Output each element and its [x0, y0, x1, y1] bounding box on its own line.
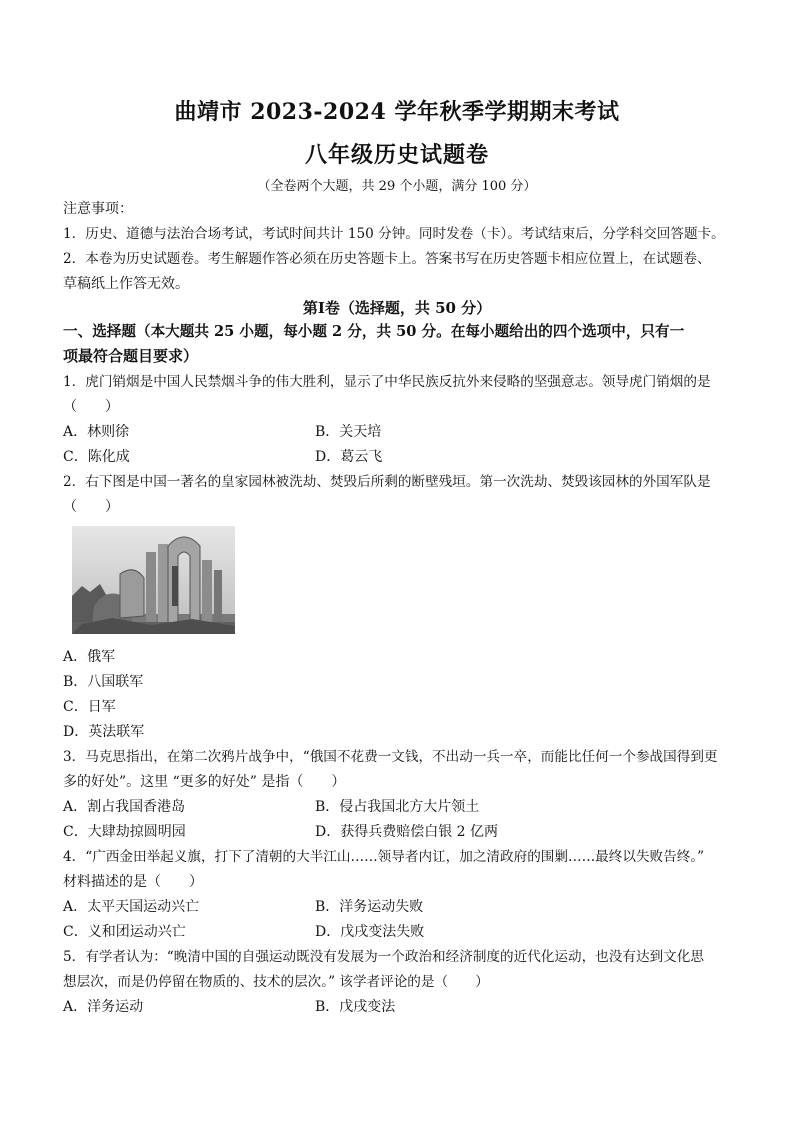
question-5-stem: 5．有学者认为：“晚清中国的自强运动既没有发展为一个政治和经济制度的近代化运动，也没有达到文化思 — [63, 949, 704, 965]
question-3-option-b: B．侵占我国北方大片领土 — [315, 799, 480, 815]
question-2-option-b: B．八国联军 — [63, 674, 144, 690]
exam-subtitle: 八年级历史试题卷 — [304, 142, 489, 168]
question-4-option-c: C．义和团运动兴亡 — [63, 924, 186, 940]
question-4-stem-cont: 材料描述的是（ ） — [63, 874, 203, 890]
question-1-option-b: B．关天培 — [315, 424, 382, 440]
question-5-stem-cont: 想层次，而是仍停留在物质的、技术的层次。” 该学者评论的是（ ） — [63, 974, 489, 990]
question-2-stem: 2．右下图是中国一著名的皇家园林被洗劫、焚毁后所剩的断壁残垣。第一次洗劫、焚毁该园林的外国军队是 — [63, 474, 711, 490]
question-3-option-a: A．割占我国香港岛 — [63, 799, 186, 815]
question-1-option-a: A．林则徐 — [63, 424, 130, 440]
part1-heading: 第Ⅰ卷（选择题，共 50 分） — [302, 299, 492, 317]
section-heading-cont: 项最符合题目要求） — [63, 347, 199, 365]
question-1-stem: 1．虎门销烟是中国人民禁烟斗争的伟大胜利，显示了中华民族反抗外来侵略的坚强意志。领导虎门销烟的是 — [63, 374, 711, 390]
notice-heading: 注意事项： — [63, 201, 133, 217]
question-3-option-d: D．获得兵费赔偿白银 2 亿两 — [315, 824, 499, 840]
question-4-option-b: B．洋务运动失败 — [315, 899, 424, 915]
question-2-option-a: A．俄军 — [63, 649, 116, 665]
notice-item-1: 1．历史、道德与法治合场考试，考试时间共计 150 分钟。同时发卷（卡）。考试结束后，分学科交回答题卡。 — [63, 226, 725, 242]
section-heading: 一、选择题（本大题共 25 小题，每小题 2 分，共 50 分。在每小题给出的四个选项中，只有一 — [63, 323, 685, 340]
question-5-option-a: A．洋务运动 — [63, 999, 144, 1015]
ruins-photo-icon — [72, 526, 235, 634]
question-1-option-c: C．陈化成 — [63, 449, 130, 465]
question-3-stem: 3．马克思指出，在第二次鸦片战争中，“俄国不花费一文钱，不出动一兵一卒，而能比任何一个参战国得到更 — [63, 749, 718, 765]
question-3-option-c: C．大肆劫掠圆明园 — [63, 824, 186, 840]
question-4-option-a: A．太平天国运动兴亡 — [63, 899, 200, 915]
question-5-option-b: B．戊戌变法 — [315, 999, 396, 1015]
exam-note: （全卷两个大题，共 29 个小题，满分 100 分） — [257, 179, 537, 194]
question-4-stem: 4．“广西金田举起义旗，打下了清朝的大半江山……领导者内讧，加之清政府的围剿……最终以失败告终。” — [63, 849, 705, 865]
notice-item-2-cont: 草稿纸上作答无效。 — [63, 276, 189, 292]
question-4-option-d: D．戊戌变法失败 — [315, 924, 425, 940]
exam-title: 曲靖市 2023-2024 学年秋季学期期末考试 — [174, 99, 620, 125]
question-2-option-c: C．日军 — [63, 699, 116, 715]
question-2-option-d: D．英法联军 — [63, 724, 145, 740]
question-3-stem-cont: 多的好处”。这里 “更多的好处” 是指（ ） — [63, 774, 346, 790]
question-1-option-d: D．葛云飞 — [315, 449, 383, 465]
ruins-photo — [72, 526, 235, 634]
question-1-stem-cont: （ ） — [63, 399, 119, 415]
notice-item-2: 2．本卷为历史试题卷。考生解题作答必须在历史答题卡上。答案书写在历史答题卡相应位置上，在试题卷、 — [63, 251, 711, 267]
question-2-stem-cont: （ ） — [63, 499, 119, 515]
